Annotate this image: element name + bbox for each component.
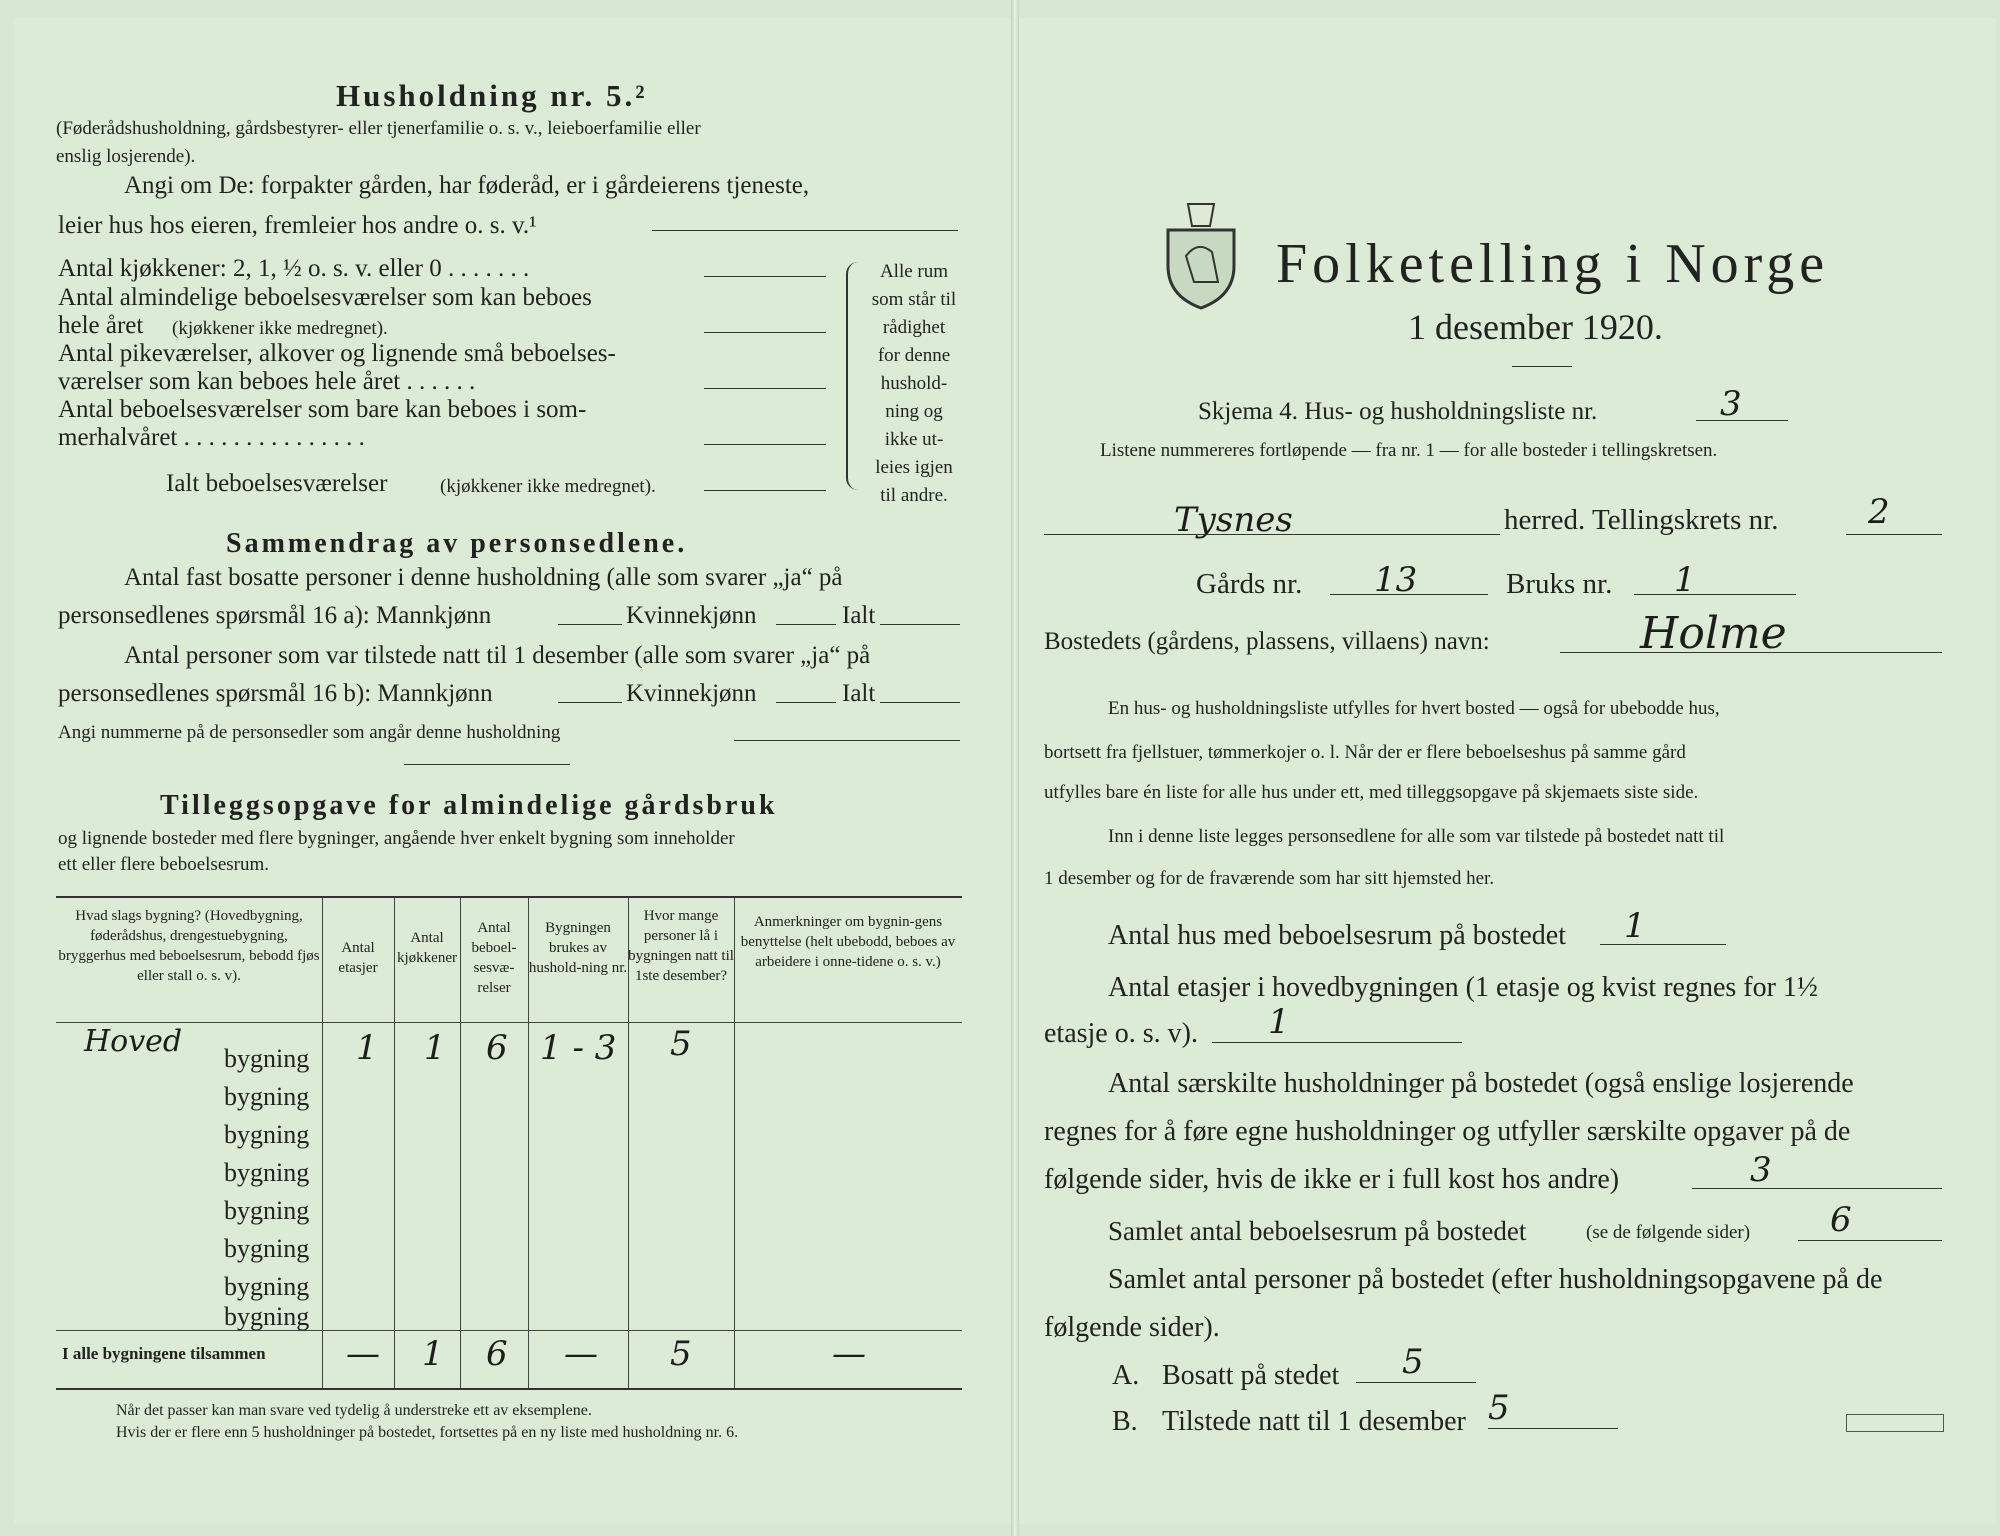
a-line[interactable] [1356, 1382, 1476, 1383]
b-value: 5 [1488, 1388, 1510, 1428]
samlet-pers-line-1: Samlet antal personer på bostedet (efter husholdningsopgavene på de [1108, 1264, 1883, 1295]
para-line-2: bortsett fra fjellstuer, tømmerkojer o. l. Når der er flere beboelseshus på samme gård [1044, 742, 1686, 763]
pike-label-2: værelser som kan beboes hele året . . . . . . [58, 368, 476, 395]
angi-answer-line[interactable] [652, 230, 958, 231]
fast-mann-line[interactable] [558, 624, 622, 625]
krets-value: 2 [1868, 492, 1890, 532]
para-line-5: 1 desember og for de fraværende som har sitt hjemsted her. [1044, 868, 1495, 889]
sar-line-1: Antal særskilte husholdninger på bostedet (også enslige losjerende [1108, 1068, 1854, 1099]
gards-label: Gårds nr. [1196, 568, 1303, 600]
listene-note: Listene nummereres fortløpende — fra nr. 1 — for alle bosteder i tellingskretsen. [1100, 440, 1718, 461]
samlet-rum-label-b: (se de følgende sider) [1586, 1222, 1751, 1243]
bygning-label: bygning [224, 1120, 310, 1149]
col-head-personer: Hvor mange personer lå i bygningen natt til 1ste desember? [628, 908, 734, 984]
bygning-label: bygning [224, 1302, 310, 1331]
bygning-label: bygning [224, 1272, 310, 1301]
etasjer-value: 1 [1268, 1002, 1290, 1042]
row1-type: Hoved [84, 1024, 183, 1059]
intro-text-2: enslig losjerende). [56, 146, 196, 167]
bosted-value: Holme [1640, 608, 1787, 659]
samlet-pers-line-2: følgende sider). [1044, 1312, 1220, 1343]
total-personer: 5 [670, 1334, 692, 1374]
herred-line[interactable] [1044, 534, 1500, 535]
ialt-answer-line[interactable] [704, 490, 826, 491]
bruks-line[interactable] [1634, 594, 1796, 595]
fast-kvinne-line[interactable] [776, 624, 836, 625]
row1-vaerelser: 6 [486, 1028, 508, 1068]
row1-hush: 1 - 3 [540, 1028, 617, 1068]
herred-value: Tysnes [1174, 500, 1293, 540]
hus-label: Antal hus med beboelsesrum på bostedet [1108, 920, 1567, 951]
row1-kjokken: 1 [424, 1028, 446, 1068]
tilst-line-1: Antal personer som var tilstede natt til 1 desember (alle som svarer „ja“ på [124, 642, 871, 669]
ialt-label-b: (kjøkkener ikke medregnet). [440, 476, 656, 497]
coat-of-arms-icon [1158, 196, 1244, 312]
pike-label-1: Antal pikeværelser, alkover og lignende små beboelses- [58, 340, 616, 367]
alm-label-1: Antal almindelige beboelsesværelser som kan beboes [58, 284, 592, 311]
tillegg-line-1: og lignende bosteder med flere bygninger, angående hver enkelt bygning som inneholder [58, 828, 735, 849]
bygning-label: bygning [224, 1082, 310, 1111]
tilst-ialt-label: Ialt [842, 680, 876, 707]
tillegg-title: Tilleggsopgave for almindelige gårdsbruk [160, 790, 778, 821]
gards-line[interactable] [1330, 594, 1488, 595]
total-kjokken: 1 [422, 1334, 444, 1374]
tilst-kvinne-line[interactable] [776, 702, 836, 703]
col-head-hush: Bygningen brukes av hushold-ning nr. [528, 920, 628, 976]
nummer-line[interactable] [734, 740, 960, 741]
angi-line-1: Angi om De: forpakter gården, har føderåd, er i gårdeierens tjeneste, [124, 172, 810, 199]
sar-answer-line[interactable] [1692, 1188, 1942, 1189]
hus-value: 1 [1624, 906, 1646, 946]
sar-line-2: regnes for å føre egne husholdninger og utfyller særskilte opgaver på de [1044, 1116, 1851, 1147]
a-value: 5 [1402, 1342, 1424, 1382]
sommer-answer-line[interactable] [704, 444, 826, 445]
tillegg-line-2: ett eller flere beboelsesrum. [58, 854, 270, 875]
total-etasjer: — [346, 1334, 380, 1374]
bygning-label: bygning [224, 1158, 310, 1187]
tilst-kvinne-label: Kvinnekjønn [626, 680, 757, 707]
skjema-value: 3 [1720, 384, 1742, 424]
total-hush: — [564, 1334, 598, 1374]
col-head-kjokken: Antal kjøkkener [397, 930, 457, 966]
fast-line-1: Antal fast bosatte personer i denne husholdning (alle som svarer „ja“ på [124, 564, 843, 591]
total-vaerelser: 6 [486, 1334, 508, 1374]
total-label: I alle bygningene tilsammen [62, 1344, 266, 1363]
building-table [56, 896, 962, 1390]
title-rule [1512, 366, 1572, 367]
samlet-rum-value: 6 [1830, 1200, 1852, 1240]
col-head-type: Hvad slags bygning? (Hovedbygning, føderådshus, drengestuebygning, bryggerhus med beboelsesrum, bebodd fjøs eller stall o. s. v). [58, 908, 320, 984]
a-text: Bosatt på stedet [1162, 1360, 1340, 1391]
fast-ialt-line[interactable] [880, 624, 960, 625]
col-head-vaerelser: Antal beboel-sesvæ-relser [471, 920, 517, 996]
footnote-2: Hvis der er flere enn 5 husholdninger på bostedet, fortsettes på en ny liste med husholdning nr. 6. [116, 1424, 739, 1441]
bosted-label: Bostedets (gårdens, plassens, villaens) navn: [1044, 628, 1490, 655]
total-anm: — [832, 1334, 866, 1374]
alm-label-2: hele året [58, 312, 144, 339]
etasjer-line-2: etasje o. s. v). [1044, 1018, 1198, 1049]
form-date: 1 desember 1920. [1408, 307, 1663, 347]
sar-value: 3 [1750, 1150, 1772, 1190]
sar-line-3: følgende sider, hvis de ikke er i full kost hos andre) [1044, 1164, 1620, 1195]
col-head-anm: Anmerkninger om bygnin-gens benyttelse (helt ubebodd, beboes av arbeidere i onne-tidene o. s. v.) [740, 914, 956, 970]
etasjer-line-1: Antal etasjer i hovedbygningen (1 etasje og kvist regnes for 1½ [1108, 972, 1818, 1003]
hus-line[interactable] [1600, 944, 1726, 945]
kjokken-answer-line[interactable] [704, 276, 826, 277]
bosted-line[interactable] [1560, 652, 1942, 653]
skjema-line[interactable] [1696, 420, 1788, 421]
bruks-value: 1 [1674, 560, 1696, 600]
form-title: Folketelling i Norge [1276, 233, 1830, 295]
page-fold [1011, 0, 1019, 1536]
b-text: Tilstede natt til 1 desember [1162, 1406, 1466, 1437]
gards-value: 13 [1374, 560, 1418, 600]
fast-line-2: personsedlenes spørsmål 16 a): Mannkjønn [58, 602, 492, 629]
sommer-label-2: merhalvåret . . . . . . . . . . . . . . . [58, 424, 365, 451]
para-line-3: utfylles bare én liste for alle hus under ett, med tilleggsopgave på skjemaets siste side. [1044, 782, 1699, 803]
row1-etasjer: 1 [356, 1028, 378, 1068]
separator [404, 764, 570, 765]
alm-answer-line[interactable] [704, 332, 826, 333]
brace-note: Alle rum som står til rådighet for denne hushold- ning og ikke ut- leies igjen til andre. [871, 261, 957, 506]
fast-kvinne-label: Kvinnekjønn [626, 602, 757, 629]
sammendrag-title: Sammendrag av personsedlene. [226, 528, 688, 559]
alm-label-2b: (kjøkkener ikke medregnet). [172, 318, 388, 339]
pike-answer-line[interactable] [704, 388, 826, 389]
fast-ialt-label: Ialt [842, 602, 876, 629]
bygning-label: bygning [224, 1234, 310, 1263]
para-line-1: En hus- og husholdningsliste utfylles for hvert bosted — også for ubebodde hus, [1108, 698, 1720, 719]
skjema-label: Skjema 4. Hus- og husholdningsliste nr. [1198, 398, 1598, 425]
footnote-1: Når det passer kan man svare ved tydelig å understreke ett av eksemplene. [116, 1402, 592, 1419]
sommer-label-1: Antal beboelsesværelser som bare kan beboes i som- [58, 396, 587, 423]
samlet-rum-line[interactable] [1798, 1240, 1942, 1241]
krets-line[interactable] [1846, 534, 1942, 535]
etasjer-answer-line[interactable] [1212, 1042, 1462, 1043]
a-label: A. [1112, 1360, 1140, 1391]
herred-label: herred. Tellingskrets nr. [1504, 504, 1779, 536]
b-label: B. [1112, 1406, 1138, 1437]
col-head-etasjer: Antal etasjer [338, 940, 378, 976]
printer-stamp [1846, 1414, 1944, 1432]
tilst-ialt-line[interactable] [880, 702, 960, 703]
nummer-label: Angi nummerne på de personsedler som angår denne husholdning [58, 722, 561, 743]
bruks-label: Bruks nr. [1506, 568, 1613, 600]
tilst-line-2: personsedlenes spørsmål 16 b): Mannkjønn [58, 680, 493, 707]
ialt-label: Ialt beboelsesværelser [166, 470, 388, 497]
bygning-label: bygning [224, 1196, 310, 1225]
bygning-label: bygning [224, 1044, 310, 1073]
kjokken-label: Antal kjøkkener: 2, 1, ½ o. s. v. eller 0 . . . . . . . [58, 255, 530, 282]
samlet-rum-label: Samlet antal beboelsesrum på bostedet [1108, 1216, 1527, 1246]
para-line-4: Inn i denne liste legges personsedlene for alle som var tilstede på bostedet natt til [1108, 826, 1725, 847]
tilst-mann-line[interactable] [558, 702, 622, 703]
angi-line-2: leier hus hos eieren, fremleier hos andre o. s. v.¹ [58, 212, 537, 239]
brace [846, 262, 858, 490]
row1-personer: 5 [670, 1024, 692, 1064]
household-title: Husholdning nr. 5.² [336, 78, 648, 113]
intro-text: (Føderådshusholdning, gårdsbestyrer- eller tjenerfamilie o. s. v., leieboerfamilie eller [56, 118, 701, 139]
b-line[interactable] [1488, 1428, 1618, 1429]
